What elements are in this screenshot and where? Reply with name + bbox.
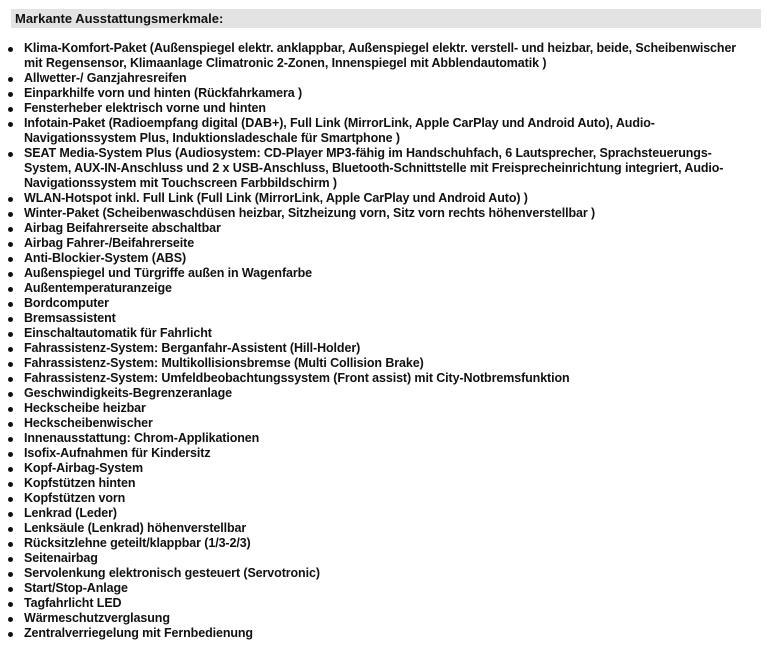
bullet-icon <box>8 197 13 202</box>
bullet-icon <box>8 437 13 442</box>
feature-item <box>7 236 757 251</box>
bullet-icon <box>8 512 13 517</box>
feature-text: Rücksitzlehne geteilt/klappbar (1/3-2/3) <box>24 536 251 550</box>
section-header <box>11 9 761 28</box>
feature-item <box>7 266 757 281</box>
bullet-icon <box>8 497 13 502</box>
bullet-icon <box>8 212 13 217</box>
feature-text: Airbag Beifahrerseite abschaltbar <box>24 221 221 235</box>
feature-item <box>7 596 757 611</box>
feature-text: Fahrassistenz-System: Multikollisionsbremse (Multi Collision Brake) <box>24 356 424 370</box>
feature-text: Wärmeschutzverglasung <box>24 611 170 625</box>
feature-text: Klima-Komfort-Paket (Außenspiegel elektr. anklappbar, Außenspiegel elektr. verstell- und heizbar, beide, Scheibenwischer mit Regensensor, Klimaanlage Climatronic 2-Zonen, Innenspiegel mit Abblendautomatik ) <box>24 41 737 70</box>
bullet-icon <box>8 227 13 232</box>
section-title: Markante Ausstattungsmerkmale: <box>15 11 224 26</box>
feature-text: Heckscheibenwischer <box>24 416 153 430</box>
feature-text: Heckscheibe heizbar <box>24 401 146 415</box>
bullet-icon <box>8 407 13 412</box>
feature-item <box>7 326 757 341</box>
feature-item <box>7 341 757 356</box>
feature-text: Lenksäule (Lenkrad) höhenverstellbar <box>24 521 247 535</box>
bullet-icon <box>8 317 13 322</box>
feature-text: WLAN-Hotspot inkl. Full Link (Full Link (MirrorLink, Apple CarPlay und Android Auto) ) <box>24 191 528 205</box>
feature-text: Fahrassistenz-System: Berganfahr-Assistent (Hill-Holder) <box>24 341 361 355</box>
feature-text: Infotain-Paket (Radioempfang digital (DAB+), Full Link (MirrorLink, Apple CarPlay und Android Auto), Audio-Navigationssystem Plus, Induktionsladeschale für Smartphone ) <box>24 116 655 145</box>
bullet-icon <box>8 542 13 547</box>
feature-text: Fensterheber elektrisch vorne und hinten <box>24 101 266 115</box>
feature-item <box>7 41 757 71</box>
feature-item <box>7 251 757 266</box>
bullet-icon <box>8 467 13 472</box>
bullet-icon <box>8 422 13 427</box>
feature-text: Fahrassistenz-System: Umfeldbeobachtungssystem (Front assist) mit City-Notbremsfunktion <box>24 371 570 385</box>
feature-item <box>7 221 757 236</box>
bullet-icon <box>8 347 13 352</box>
feature-item <box>7 536 757 551</box>
feature-text: Seitenairbag <box>24 551 98 565</box>
bullet-icon <box>8 332 13 337</box>
feature-list <box>7 41 757 641</box>
feature-text: Kopfstützen vorn <box>24 491 126 505</box>
feature-item <box>7 191 757 206</box>
feature-text: Isofix-Aufnahmen für Kindersitz <box>24 446 211 460</box>
bullet-icon <box>8 77 13 82</box>
feature-item <box>7 356 757 371</box>
feature-text: Außenspiegel und Türgriffe außen in Wagenfarbe <box>24 266 313 280</box>
feature-text: Bremsassistent <box>24 311 116 325</box>
feature-item <box>7 71 757 86</box>
bullet-icon <box>8 242 13 247</box>
feature-item <box>7 296 757 311</box>
feature-item <box>7 566 757 581</box>
feature-item <box>7 626 757 641</box>
feature-text: Anti-Blockier-System (ABS) <box>24 251 187 265</box>
bullet-icon <box>8 587 13 592</box>
feature-item <box>7 371 757 386</box>
feature-text: Außentemperaturanzeige <box>24 281 172 295</box>
bullet-icon <box>8 377 13 382</box>
bullet-icon <box>8 602 13 607</box>
feature-item <box>7 476 757 491</box>
bullet-icon <box>8 617 13 622</box>
bullet-icon <box>8 302 13 307</box>
feature-text: SEAT Media-System Plus (Audiosystem: CD-Player MP3-fähig im Handschuhfach, 6 Lautsprecher, Sprachsteuerungs-System, AUX-IN-Anschluss und 2 x USB-Anschluss, Bluetooth-Schnittstelle mit Freisprecheinrichtung integriert, Audio-Navigationssystem mit Touchscreen Farbbildschirm ) <box>24 146 724 190</box>
feature-text: Zentralverriegelung mit Fernbedienung <box>24 626 253 640</box>
feature-item <box>7 431 757 446</box>
feature-item <box>7 401 757 416</box>
feature-text: Start/Stop-Anlage <box>24 581 128 595</box>
bullet-icon <box>8 107 13 112</box>
feature-text: Airbag Fahrer-/Beifahrerseite <box>24 236 195 250</box>
feature-item <box>7 116 757 146</box>
feature-item <box>7 491 757 506</box>
feature-text: Geschwindigkeits-Begrenzeranlage <box>24 386 232 400</box>
feature-text: Einschaltautomatik für Fahrlicht <box>24 326 212 340</box>
feature-text: Bordcomputer <box>24 296 109 310</box>
bullet-icon <box>8 452 13 457</box>
feature-item <box>7 581 757 596</box>
feature-text: Innenausstattung: Chrom-Applikationen <box>24 431 260 445</box>
feature-text: Tagfahrlicht LED <box>24 596 122 610</box>
feature-text: Winter-Paket (Scheibenwaschdüsen heizbar, Sitzheizung vorn, Sitz vorn rechts höhenverstellbar ) <box>24 206 596 220</box>
bullet-icon <box>8 122 13 127</box>
feature-item <box>7 386 757 401</box>
feature-item <box>7 146 757 191</box>
feature-text: Lenkrad (Leder) <box>24 506 117 520</box>
bullet-icon <box>8 572 13 577</box>
feature-item <box>7 611 757 626</box>
bullet-icon <box>8 257 13 262</box>
bullet-icon <box>8 362 13 367</box>
feature-text: Kopf-Airbag-System <box>24 461 144 475</box>
bullet-icon <box>8 152 13 157</box>
bullet-icon <box>8 557 13 562</box>
feature-text: Einparkhilfe vorn und hinten (Rückfahrkamera ) <box>24 86 303 100</box>
feature-item <box>7 206 757 221</box>
bullet-icon <box>8 482 13 487</box>
feature-item <box>7 101 757 116</box>
bullet-icon <box>8 527 13 532</box>
feature-item <box>7 521 757 536</box>
feature-item <box>7 446 757 461</box>
bullet-icon <box>8 392 13 397</box>
feature-text: Servolenkung elektronisch gesteuert (Servotronic) <box>24 566 320 580</box>
feature-item <box>7 86 757 101</box>
bullet-icon <box>8 92 13 97</box>
feature-item <box>7 551 757 566</box>
feature-text: Allwetter-/ Ganzjahresreifen <box>24 71 187 85</box>
bullet-icon <box>8 272 13 277</box>
feature-item <box>7 461 757 476</box>
feature-item <box>7 506 757 521</box>
feature-item <box>7 311 757 326</box>
feature-item <box>7 416 757 431</box>
bullet-icon <box>8 287 13 292</box>
feature-item <box>7 281 757 296</box>
feature-text: Kopfstützen hinten <box>24 476 136 490</box>
bullet-icon <box>8 47 13 52</box>
bullet-icon <box>8 632 13 637</box>
